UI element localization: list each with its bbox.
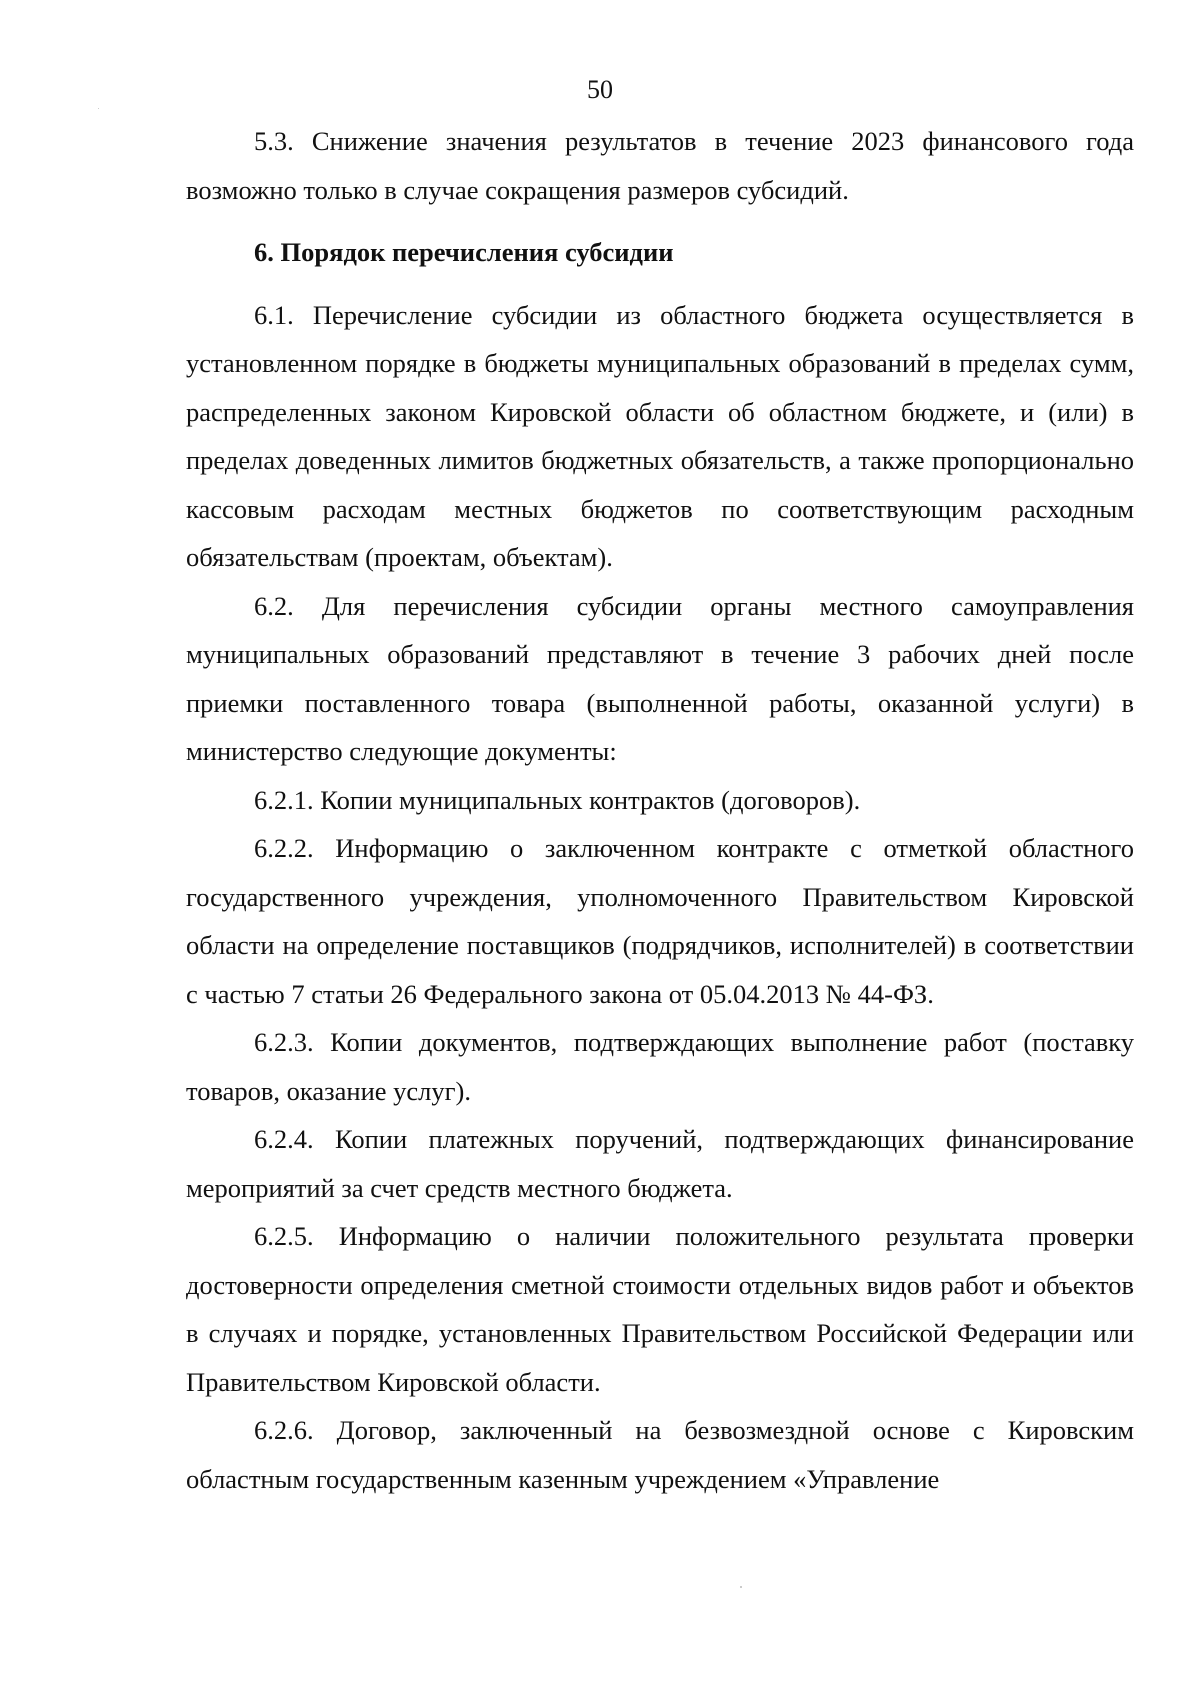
paragraph-6-2-5: 6.2.5. Информацию о наличии положительного результата проверки достоверности определения сметной стоимости отдельных видов работ и объектов в случаях и порядке, установленных Правительством Российской Федерации или Правительством Кировской области. <box>186 1221 1134 1397</box>
paragraph-6-1: 6.1. Перечисление субсидии из областного бюджета осуществляется в установленном порядке в бюджеты муниципальных образований в пределах сумм, распределенных законом Кировской области об областном бюджете, и (или) в пределах доведенных лимитов бюджетных обязательств, а также пропорционально кассовым расходам местных бюджетов по соответствующим расходным обязательствам (проектам, объектам). <box>186 299 1134 572</box>
section-heading-6: 6. Порядок перечисления субсидии <box>254 237 674 267</box>
paragraph-6-2-3: 6.2.3. Копии документов, подтверждающих выполнение работ (поставку товаров, оказание услуг). <box>186 1027 1134 1106</box>
scan-artifact <box>98 108 99 109</box>
document-body <box>186 117 1134 1503</box>
paragraph-6-2-2: 6.2.2. Информацию о заключенном контракте с отметкой областного государственного учреждения, уполномоченного Правительством Кировской области на определение поставщиков (подрядчиков, исполнителей) в соответствии с частью 7 статьи 26 Федерального закона от 05.04.2013 № 44-ФЗ. <box>186 833 1134 1009</box>
paragraph-6-2: 6.2. Для перечисления субсидии органы местного самоуправления муниципальных образований представляют в течение 3 рабочих дней после приемки поставленного товара (выполненной работы, оказанной услуги) в министерство следующие документы: <box>186 590 1134 766</box>
paragraph-6-2-1: 6.2.1. Копии муниципальных контрактов (договоров). <box>254 784 861 815</box>
paragraph-5-3: 5.3. Снижение значения результатов в течение 2023 финансового года возможно только в случае сокращения размеров субсидий. <box>186 126 1134 205</box>
paragraph-6-2-4: 6.2.4. Копии платежных поручений, подтверждающих финансирование мероприятий за счет средств местного бюджета. <box>186 1124 1134 1203</box>
paragraph-6-2-6: 6.2.6. Договор, заключенный на безвозмездной основе с Кировским областным государственным казенным учреждением «Управление <box>186 1415 1134 1494</box>
scan-artifact <box>740 1586 742 1588</box>
page-number: 50 <box>587 75 613 104</box>
